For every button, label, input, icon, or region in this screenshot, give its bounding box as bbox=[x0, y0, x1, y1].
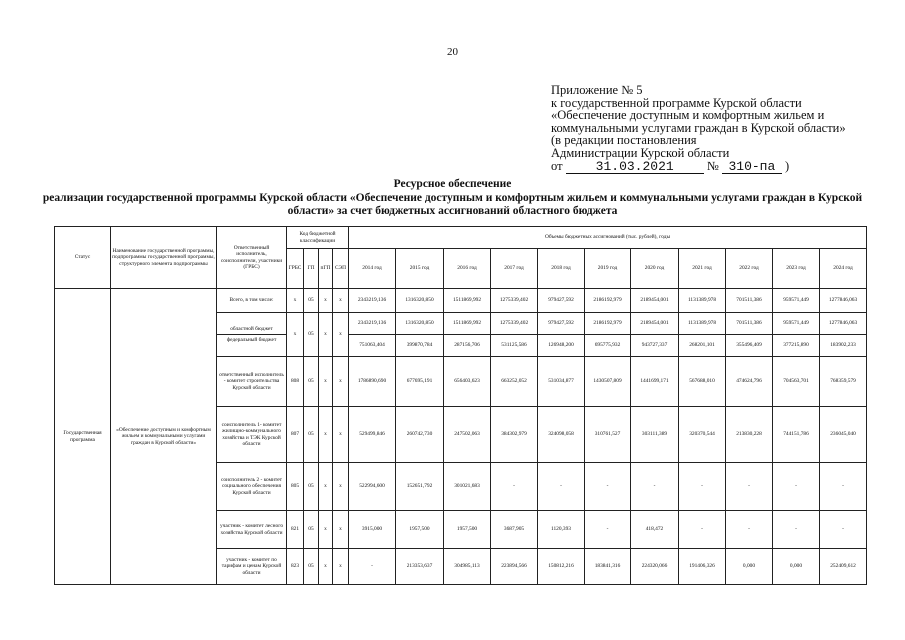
value-cell: 223894,566 bbox=[491, 549, 538, 585]
value-cell: 1430507,809 bbox=[585, 357, 631, 407]
value-cell: 247502,063 bbox=[444, 407, 491, 463]
value-cell: 979427,592 bbox=[538, 313, 585, 335]
appendix-line-4: коммунальными услугами граждан в Курской области» bbox=[551, 120, 846, 135]
pgp-cell: х bbox=[319, 313, 333, 357]
header-executor: Ответственный исполнитель, соисполнители, участники (ГРБС) bbox=[217, 227, 287, 289]
sep-cell: х bbox=[333, 289, 349, 313]
value-cell: - bbox=[631, 463, 679, 511]
value-cell: 150812,216 bbox=[538, 549, 585, 585]
header-pgp: пГП bbox=[319, 249, 333, 289]
value-cell: 943727,337 bbox=[631, 335, 679, 357]
value-cell: 959571,449 bbox=[773, 289, 820, 313]
header-year: 2020 год bbox=[631, 249, 679, 289]
gp-cell: 05 bbox=[304, 407, 319, 463]
header-budget-code: Код бюджетной классификации bbox=[287, 227, 349, 249]
value-cell: 1316320,850 bbox=[396, 313, 444, 335]
regional-budget-label: областной бюджет bbox=[230, 325, 273, 332]
appendix-line-1: Приложение № 5 bbox=[551, 83, 643, 97]
value-cell: - bbox=[538, 463, 585, 511]
value-cell: 1277846,063 bbox=[820, 289, 867, 313]
value-cell: 324098,058 bbox=[538, 407, 585, 463]
value-cell: - bbox=[585, 463, 631, 511]
value-cell: 252409,612 bbox=[820, 549, 867, 585]
header-year: 2022 год bbox=[726, 249, 773, 289]
header-year: 2017 год bbox=[491, 249, 538, 289]
value-cell: 1131389,978 bbox=[679, 289, 726, 313]
grbs-cell: 821 bbox=[287, 511, 304, 549]
decree-date-line bbox=[551, 160, 846, 175]
gp-cell: 05 bbox=[304, 511, 319, 549]
grbs-cell: 807 bbox=[287, 407, 304, 463]
value-cell: 677695,191 bbox=[396, 357, 444, 407]
value-cell: 152651,792 bbox=[396, 463, 444, 511]
value-cell: 1957,500 bbox=[444, 511, 491, 549]
value-cell: 183841,316 bbox=[585, 549, 631, 585]
gp-cell: 05 bbox=[304, 357, 319, 407]
value-cell: 1275339,402 bbox=[491, 313, 538, 335]
value-cell: 1441699,171 bbox=[631, 357, 679, 407]
value-cell: 529499,846 bbox=[349, 407, 396, 463]
value-cell: 304985,113 bbox=[444, 549, 491, 585]
resource-table bbox=[54, 226, 867, 585]
value-cell: 2189454,001 bbox=[631, 289, 679, 313]
grbs-cell: 805 bbox=[287, 463, 304, 511]
value-cell: 744151,786 bbox=[773, 407, 820, 463]
value-cell: 2186192,979 bbox=[585, 289, 631, 313]
value-cell: 567688,010 bbox=[679, 357, 726, 407]
value-cell: 1275339,402 bbox=[491, 289, 538, 313]
appendix-line-5: (в редакции постановления bbox=[551, 133, 697, 148]
sep-cell: х bbox=[333, 313, 349, 357]
value-cell: 1131389,978 bbox=[679, 313, 726, 335]
value-cell: 236045,040 bbox=[820, 407, 867, 463]
value-cell: 1511869,992 bbox=[444, 313, 491, 335]
value-cell: - bbox=[820, 463, 867, 511]
value-cell: - bbox=[773, 463, 820, 511]
value-cell: 695775,932 bbox=[585, 335, 631, 357]
value-cell: 418,472 bbox=[631, 511, 679, 549]
executor-cell: соисполнитель 1- комитет жилищно-коммунального хозяйства и ТЭК Курской области bbox=[217, 407, 287, 463]
header-status: Статус bbox=[55, 227, 111, 289]
federal-budget-label: федеральный бюджет bbox=[226, 337, 277, 343]
value-cell: 768359,579 bbox=[820, 357, 867, 407]
value-cell: 268201,101 bbox=[679, 335, 726, 357]
executor-cell: участник - комитет лесного хозяйства Курской области bbox=[217, 511, 287, 549]
grbs-cell: 823 bbox=[287, 549, 304, 585]
executor-cell bbox=[217, 313, 287, 357]
header-year: 2015 год bbox=[396, 249, 444, 289]
gp-cell: 05 bbox=[304, 289, 319, 313]
pgp-cell: х bbox=[319, 357, 333, 407]
value-cell: 704563,701 bbox=[773, 357, 820, 407]
value-cell: 1316320,850 bbox=[396, 289, 444, 313]
sep-cell: х bbox=[333, 511, 349, 549]
value-cell: 355496,409 bbox=[726, 335, 773, 357]
appendix-line-2: к государственной программе Курской области bbox=[551, 95, 802, 110]
header-year: 2023 год bbox=[773, 249, 820, 289]
value-cell: - bbox=[491, 463, 538, 511]
value-cell: 384302,979 bbox=[491, 407, 538, 463]
value-cell: 3687,905 bbox=[491, 511, 538, 549]
value-cell: 183902,233 bbox=[820, 335, 867, 357]
header-program-name: Наименование государственной программы, подпрограммы государственной программы, структурного элемента подпрограммы bbox=[111, 227, 217, 289]
value-cell: 287156,706 bbox=[444, 335, 491, 357]
value-cell: 320370,544 bbox=[679, 407, 726, 463]
executor-cell: Всего, в том числе: bbox=[217, 289, 287, 313]
header-year: 2024 год bbox=[820, 249, 867, 289]
value-cell: 701511,386 bbox=[726, 289, 773, 313]
value-cell: 701511,386 bbox=[726, 313, 773, 335]
header-grbs: ГРБС bbox=[287, 249, 304, 289]
value-cell: 3915,000 bbox=[349, 511, 396, 549]
value-cell: 303111,389 bbox=[631, 407, 679, 463]
value-cell: 2189454,001 bbox=[631, 313, 679, 335]
value-cell: 1511869,992 bbox=[444, 289, 491, 313]
value-cell: 377215,890 bbox=[773, 335, 820, 357]
sep-cell: х bbox=[333, 549, 349, 585]
document-subtitle: реализации государственной программы Курской области «Обеспечение доступным и комфортным жильем и коммунальными услугами граждан в Курской области» за счет бюджетных ассигнований областного бюджета bbox=[42, 192, 863, 217]
value-cell: - bbox=[726, 463, 773, 511]
value-cell: 0,000 bbox=[726, 549, 773, 585]
value-cell: 1786890,690 bbox=[349, 357, 396, 407]
sep-cell: х bbox=[333, 357, 349, 407]
pgp-cell: х bbox=[319, 289, 333, 313]
sep-cell: х bbox=[333, 463, 349, 511]
executor-cell: соисполнитель 2 - комитет социального обеспечения Курской области bbox=[217, 463, 287, 511]
value-cell: - bbox=[679, 463, 726, 511]
value-cell: 126948,200 bbox=[538, 335, 585, 357]
value-cell: 224320,066 bbox=[631, 549, 679, 585]
header-year: 2014 год bbox=[349, 249, 396, 289]
grbs-cell: х bbox=[287, 289, 304, 313]
value-cell: 310761,527 bbox=[585, 407, 631, 463]
pgp-cell: х bbox=[319, 463, 333, 511]
decree-date: 31.03.2021 bbox=[566, 161, 704, 175]
pgp-cell: х bbox=[319, 511, 333, 549]
value-cell: 2343219,136 bbox=[349, 289, 396, 313]
value-cell: 959571,449 bbox=[773, 313, 820, 335]
value-cell: 213830,228 bbox=[726, 407, 773, 463]
appendix-line-3: «Обеспечение доступным и комфортным жильем и bbox=[551, 108, 825, 123]
value-cell: 1277846,063 bbox=[820, 313, 867, 335]
value-cell: - bbox=[349, 549, 396, 585]
value-cell: 751063,404 bbox=[349, 335, 396, 357]
program-name-cell: «Обеспечение доступным и комфортным жильем и коммунальными услугами граждан в Курской области» bbox=[111, 289, 217, 585]
document-title: Ресурсное обеспечение bbox=[393, 178, 512, 190]
value-cell: 1957,500 bbox=[396, 511, 444, 549]
decree-number: 310-па bbox=[722, 161, 782, 175]
value-cell: 531125,586 bbox=[491, 335, 538, 357]
value-cell: - bbox=[679, 511, 726, 549]
value-cell: - bbox=[726, 511, 773, 549]
date-prefix: от bbox=[551, 158, 563, 173]
value-cell: 399870,784 bbox=[396, 335, 444, 357]
value-cell: - bbox=[585, 511, 631, 549]
value-cell: 0,000 bbox=[773, 549, 820, 585]
gp-cell: 05 bbox=[304, 549, 319, 585]
value-cell: 979427,592 bbox=[538, 289, 585, 313]
sep-cell: х bbox=[333, 407, 349, 463]
value-cell: 531034,877 bbox=[538, 357, 585, 407]
header-year: 2019 год bbox=[585, 249, 631, 289]
value-cell: 260742,730 bbox=[396, 407, 444, 463]
grbs-cell: 808 bbox=[287, 357, 304, 407]
pgp-cell: х bbox=[319, 407, 333, 463]
status-cell: Государственная программа bbox=[55, 289, 111, 585]
executor-cell: участник - комитет по тарифам и ценам Курской области bbox=[217, 549, 287, 585]
value-cell: 656403,623 bbox=[444, 357, 491, 407]
gp-cell: 05 bbox=[304, 313, 319, 357]
value-cell: - bbox=[773, 511, 820, 549]
value-cell: 2186192,979 bbox=[585, 313, 631, 335]
value-cell: 301021,683 bbox=[444, 463, 491, 511]
value-cell: 213353,637 bbox=[396, 549, 444, 585]
close-paren: ) bbox=[785, 158, 790, 173]
table-row bbox=[55, 289, 867, 313]
header-volumes: Объемы бюджетных ассигнований (тыс. рублей), годы bbox=[349, 227, 867, 249]
page-number: 20 bbox=[447, 46, 458, 58]
value-cell: 522994,600 bbox=[349, 463, 396, 511]
grbs-cell: х bbox=[287, 313, 304, 357]
header-sep: СЭП bbox=[333, 249, 349, 289]
header-gp: ГП bbox=[304, 249, 319, 289]
value-cell: 191406,326 bbox=[679, 549, 726, 585]
number-prefix: № bbox=[706, 158, 719, 173]
appendix-block bbox=[551, 84, 846, 174]
appendix-line-6: Администрации Курской области bbox=[551, 145, 730, 160]
value-cell: 663252,052 bbox=[491, 357, 538, 407]
pgp-cell: х bbox=[319, 549, 333, 585]
header-year: 2018 год bbox=[538, 249, 585, 289]
value-cell: 2343219,136 bbox=[349, 313, 396, 335]
gp-cell: 05 bbox=[304, 463, 319, 511]
header-year: 2021 год bbox=[679, 249, 726, 289]
executor-cell: ответственный исполнитель - комитет строительства Курской области bbox=[217, 357, 287, 407]
header-year: 2016 год bbox=[444, 249, 491, 289]
value-cell: 1120,393 bbox=[538, 511, 585, 549]
value-cell: 474624,796 bbox=[726, 357, 773, 407]
value-cell: - bbox=[820, 511, 867, 549]
